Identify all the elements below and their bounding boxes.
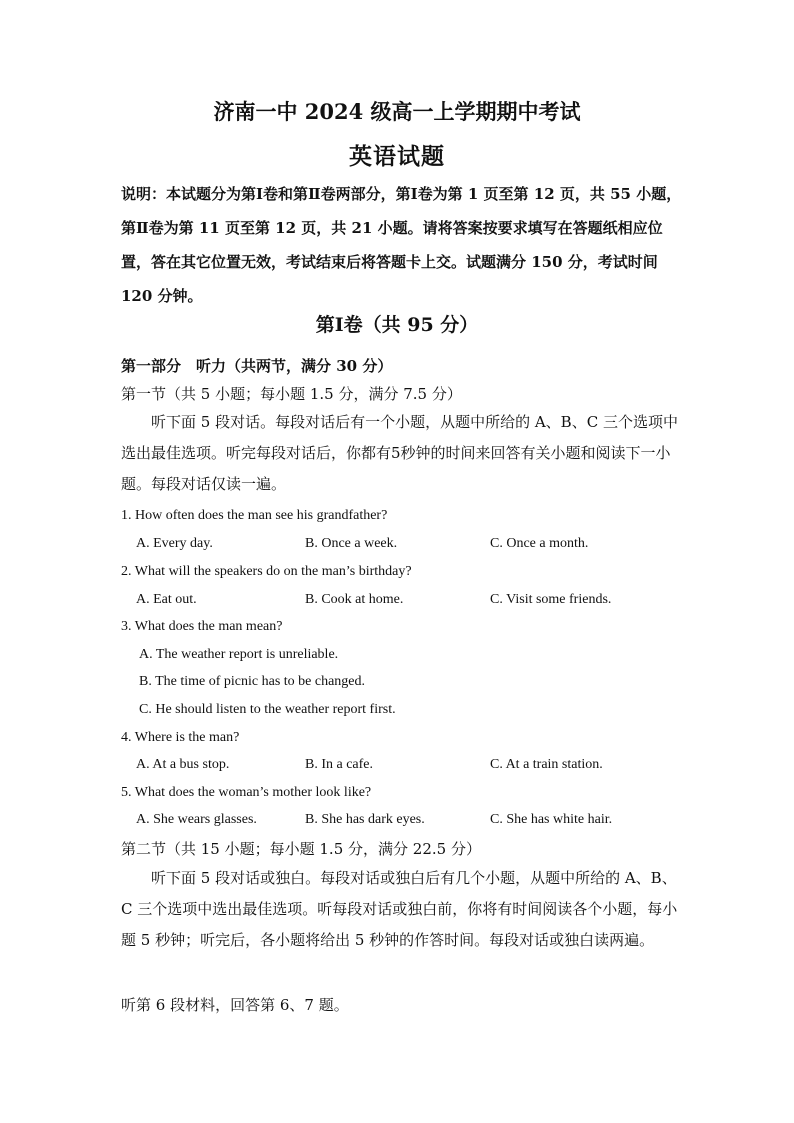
option-a: A. The weather report is unreliable. xyxy=(139,647,339,662)
exam-title: 济南一中 2024 级高一上学期期中考试 xyxy=(213,99,581,124)
section1-directions: 听下面 5 段对话。每段对话后有一个小题，从题中所给的 A、B、C 三个选项中选出最佳选项。听完每段对话后，你都有5秒钟的时间来回答有关小题和阅读下一小题。每段对话仅读一遍。 xyxy=(121,413,678,493)
option-c: C. She has white hair. xyxy=(490,812,613,827)
question-stem: 4. Where is the man? xyxy=(121,730,240,745)
option-a: A. She wears glasses. xyxy=(136,812,257,827)
option-b: B. Once a week. xyxy=(305,536,398,551)
option-c: C. He should listen to the weather report first. xyxy=(139,702,396,717)
option-a: A. At a bus stop. xyxy=(136,757,230,772)
question-stem: 3. What does the man mean? xyxy=(121,619,283,634)
option-b: B. She has dark eyes. xyxy=(305,812,425,827)
instructions: 说明：本试题分为第Ⅰ卷和第Ⅱ卷两部分，第Ⅰ卷为第 1 页至第 12 页，共 55 小题，第Ⅱ卷为第 11 页至第 12 页，共 21 小题。请将答案按要求填写在答题纸相应位置，答在其它位置无效，考试结束后将答题卡上交。试题满分 150 分，考试时间 120 分钟。 xyxy=(121,185,682,305)
option-b: B. Cook at home. xyxy=(305,592,404,607)
option-b: B. The time of picnic has to be changed. xyxy=(139,674,366,689)
option-a: A. Every day. xyxy=(136,536,213,551)
question-stem: 1. How often does the man see his grandfather? xyxy=(121,508,388,523)
section2-directions: 听下面 5 段对话或独白。每段对话或独白后有几个小题，从题中所给的 A、B、C 三个选项中选出最佳选项。听每段对话或独白前，你将有时间阅读各个小题，每小题 5 秒钟；听完后，各小题将给出 5 秒钟的作答时间。每段对话或独白读两遍。 xyxy=(121,869,678,949)
part1-title: 第一部分 听力（共两节，满分 30 分） xyxy=(121,357,393,375)
volume-title: 第Ⅰ卷（共 95 分） xyxy=(315,314,479,336)
subject-title: 英语试题 xyxy=(349,143,445,170)
option-b: B. In a cafe. xyxy=(305,757,374,772)
option-a: A. Eat out. xyxy=(136,592,197,607)
option-c: C. Visit some friends. xyxy=(490,592,612,607)
question-stem: 5. What does the woman’s mother look like? xyxy=(121,785,372,800)
section2-title: 第二节（共 15 小题；每小题 1.5 分，满分 22.5 分） xyxy=(121,840,481,858)
option-c: C. Once a month. xyxy=(490,536,589,551)
question-stem: 2. What will the speakers do on the man’s birthday? xyxy=(121,564,412,579)
material-instruction: 听第 6 段材料，回答第 6、7 题。 xyxy=(121,996,349,1014)
section1-title: 第一节（共 5 小题；每小题 1.5 分，满分 7.5 分） xyxy=(121,385,462,403)
option-c: C. At a train station. xyxy=(490,757,603,772)
